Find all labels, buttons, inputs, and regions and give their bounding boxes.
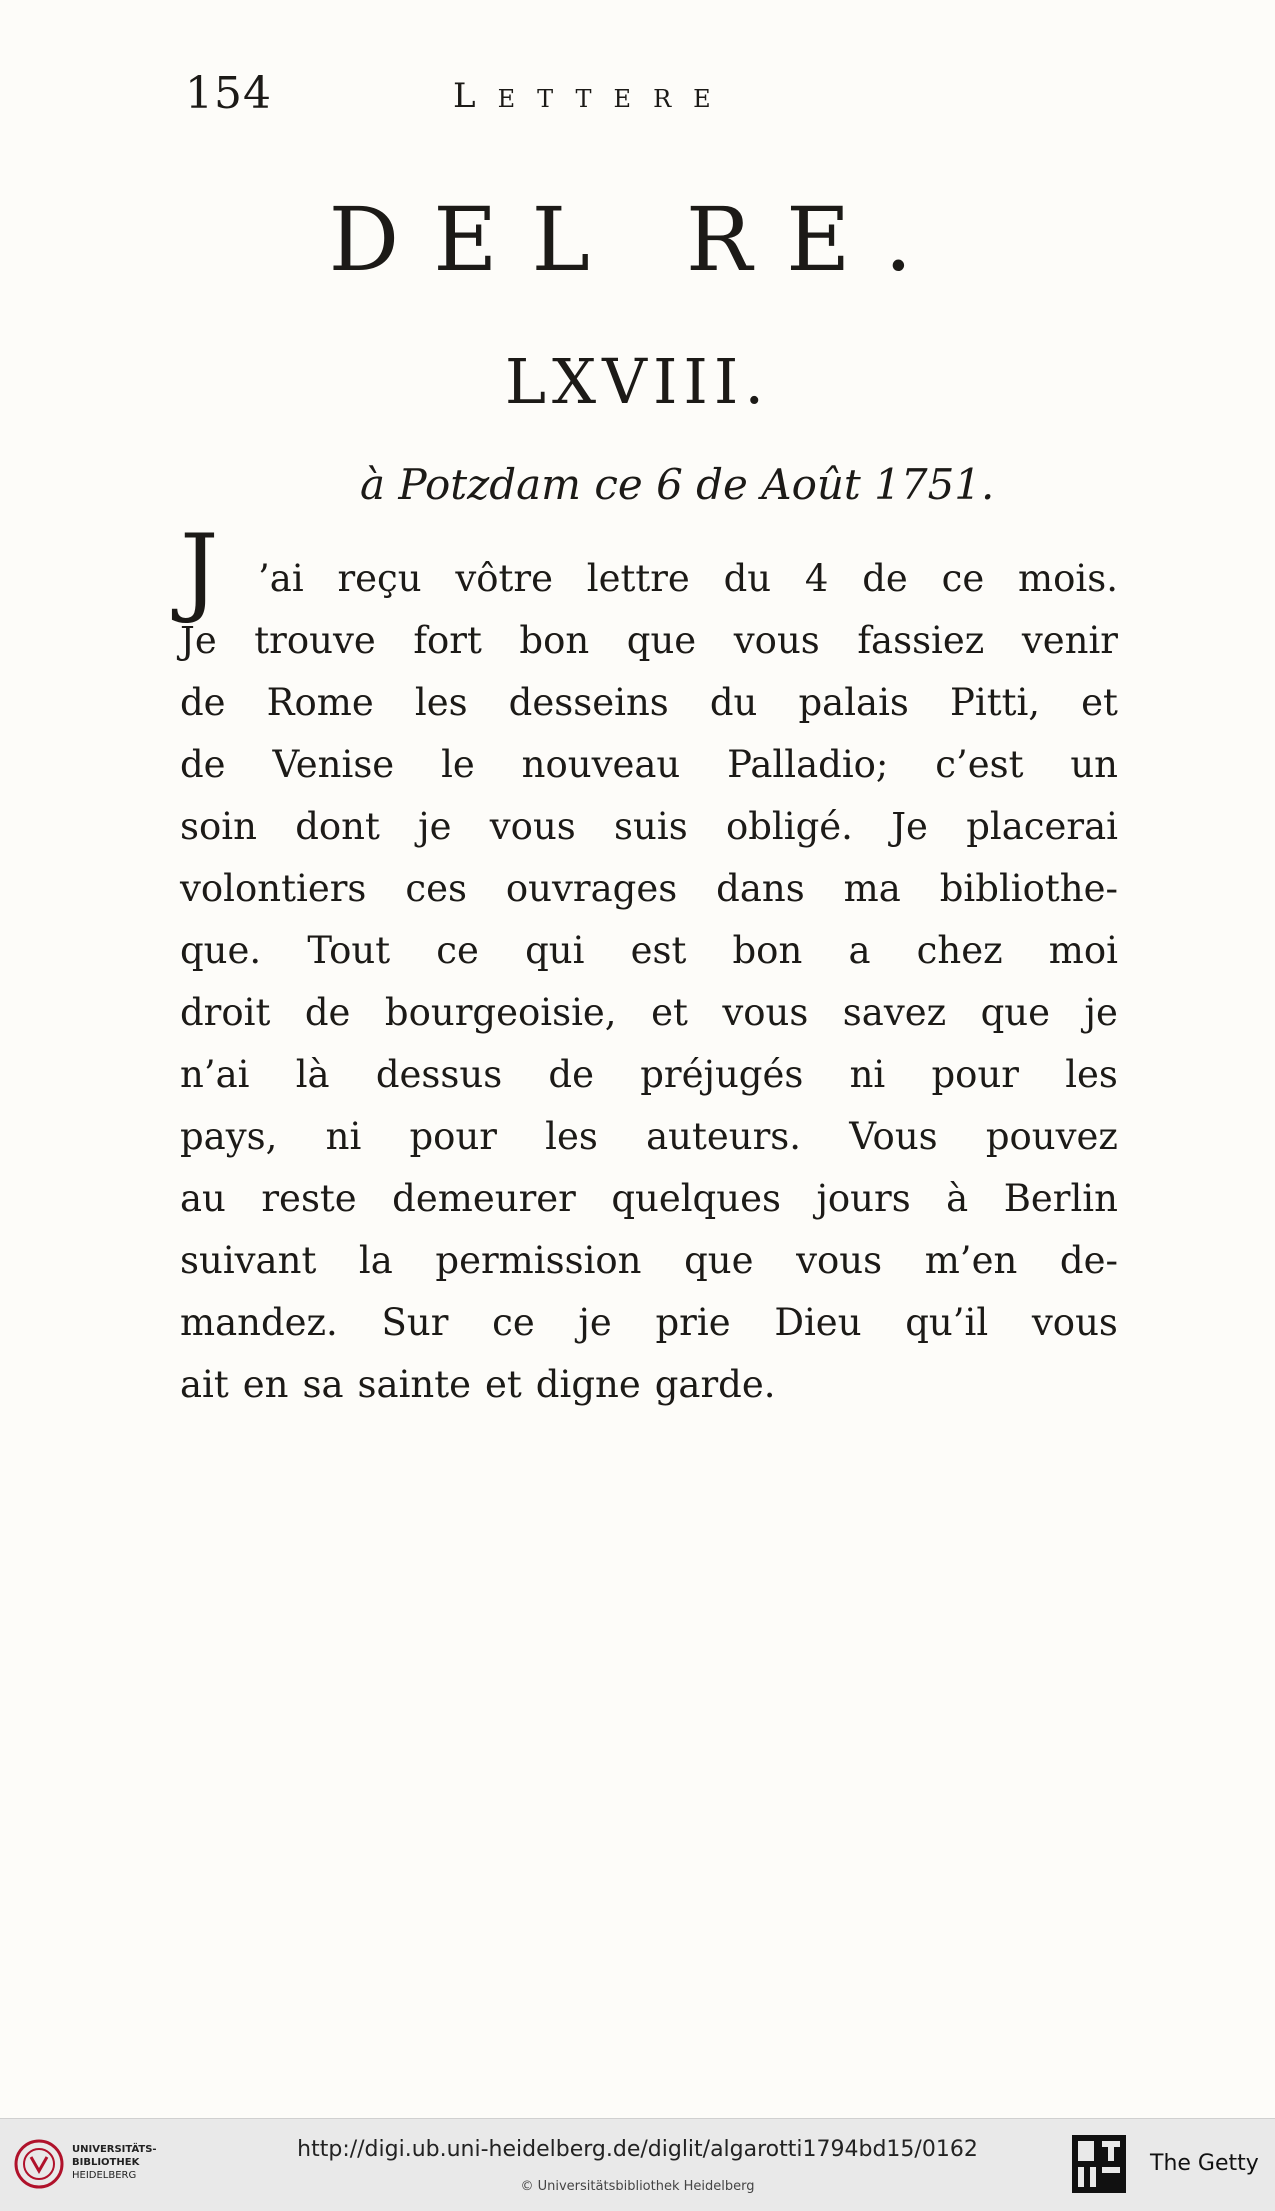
body-line <box>180 1354 1118 1416</box>
word: je <box>578 1301 612 1344</box>
word: prie <box>655 1301 731 1344</box>
word: ce <box>941 557 985 600</box>
body-line <box>180 672 1118 734</box>
word: quelques <box>611 1177 781 1220</box>
word: n’ai <box>180 1053 250 1096</box>
word: dont <box>295 805 380 848</box>
word: fort <box>413 619 482 662</box>
word: de <box>862 557 908 600</box>
word: et <box>1081 681 1118 724</box>
word: venir <box>1021 619 1118 662</box>
word: demeurer <box>392 1177 576 1220</box>
word: garde. <box>654 1363 776 1406</box>
running-title: Lettere <box>453 76 733 116</box>
word: et <box>485 1363 522 1406</box>
word: Pitti, <box>950 681 1041 724</box>
word: dans <box>716 867 805 910</box>
word: de <box>180 681 226 724</box>
body-line <box>180 1168 1118 1230</box>
letter-number: LXVIII. <box>504 345 771 418</box>
letter-heading: DEL RE. <box>328 188 947 291</box>
word: pouvez <box>985 1115 1118 1158</box>
body-line <box>180 982 1118 1044</box>
word: placerai <box>966 805 1118 848</box>
dateline: à Potzdam ce 6 de Août 1751. <box>360 460 995 509</box>
word: vôtre <box>455 557 553 600</box>
word: que. <box>180 929 262 972</box>
word: les <box>545 1115 598 1158</box>
word: de- <box>1059 1239 1118 1282</box>
body-line <box>180 1106 1118 1168</box>
word: sainte <box>357 1363 472 1406</box>
word: digne <box>535 1363 641 1406</box>
word: reste <box>261 1177 357 1220</box>
word: de <box>180 743 226 786</box>
word: sa <box>302 1363 344 1406</box>
word: soin <box>180 805 257 848</box>
word: Palladio; <box>727 743 889 786</box>
word: trouve <box>254 619 376 662</box>
word: qu’il <box>905 1301 989 1344</box>
word: à <box>946 1177 969 1220</box>
word: vous <box>489 805 576 848</box>
letter-body <box>180 514 1118 1416</box>
body-line <box>180 858 1118 920</box>
word: ma <box>843 867 901 910</box>
word: m’en <box>924 1239 1018 1282</box>
word: en <box>242 1363 289 1406</box>
word: bon <box>732 929 803 972</box>
body-line <box>180 796 1118 858</box>
word: bibliothe- <box>939 867 1118 910</box>
word: Sur <box>381 1301 449 1344</box>
word: les <box>1065 1053 1118 1096</box>
word: suis <box>614 805 688 848</box>
word: que <box>980 991 1051 1034</box>
word: fassiez <box>857 619 985 662</box>
word: jours <box>816 1177 911 1220</box>
word: obligé. <box>725 805 853 848</box>
library-line-3: HEIDELBERG <box>72 2170 137 2181</box>
body-line <box>180 1292 1118 1354</box>
word: lettre <box>586 557 690 600</box>
body-line <box>180 548 1118 610</box>
word: nouveau <box>521 743 681 786</box>
word: la <box>358 1239 393 1282</box>
word: vous <box>733 619 820 662</box>
word: qui <box>525 929 585 972</box>
word: Rome <box>266 681 374 724</box>
word: au <box>180 1177 226 1220</box>
word: Venise <box>272 743 395 786</box>
word: préjugés <box>640 1053 804 1096</box>
word: permission <box>435 1239 642 1282</box>
word: savez <box>842 991 947 1034</box>
word: bon <box>519 619 590 662</box>
word: dessus <box>375 1053 503 1096</box>
word: droit <box>180 991 271 1034</box>
body-line <box>180 1044 1118 1106</box>
word: de <box>304 991 351 1034</box>
body-lines <box>180 548 1118 1416</box>
word: pour <box>931 1053 1019 1096</box>
word: Je <box>180 619 217 662</box>
word: là <box>295 1053 330 1096</box>
word: un <box>1070 743 1118 786</box>
word: suivant <box>180 1239 317 1282</box>
word: vous <box>722 991 809 1034</box>
getty-label: The Getty <box>1150 2151 1259 2176</box>
word: mandez. <box>180 1301 338 1344</box>
word: c’est <box>935 743 1024 786</box>
word: bourgeoisie, <box>384 991 617 1034</box>
getty-logo-icon[interactable] <box>1072 2135 1126 2193</box>
word: les <box>414 681 468 724</box>
word: je <box>418 805 452 848</box>
word: ce <box>436 929 479 972</box>
word: ni <box>325 1115 362 1158</box>
word: de <box>548 1053 595 1096</box>
word: je <box>1084 991 1118 1034</box>
word: Berlin <box>1003 1177 1118 1220</box>
word: du <box>723 557 772 600</box>
word: mois. <box>1018 557 1118 600</box>
word: ces <box>405 867 467 910</box>
word: vous <box>796 1239 883 1282</box>
word: pays, <box>180 1115 278 1158</box>
word: que <box>684 1239 754 1282</box>
word: Je <box>891 805 928 848</box>
word: ’ai <box>258 557 304 600</box>
library-line-1: UNIVERSITÄTS- <box>72 2144 157 2155</box>
viewer-footer <box>0 2118 1275 2211</box>
word: ait <box>180 1363 229 1406</box>
word: est <box>630 929 687 972</box>
permalink-url[interactable]: http://digi.ub.uni-heidelberg.de/diglit/algarotti1794bd15/0162 <box>297 2137 978 2162</box>
body-line <box>180 610 1118 672</box>
word: ce <box>492 1301 535 1344</box>
word: et <box>651 991 688 1034</box>
body-line <box>180 734 1118 796</box>
copyright-notice: © Universitätsbibliothek Heidelberg <box>520 2179 755 2194</box>
word: du <box>709 681 758 724</box>
word: a <box>848 929 871 972</box>
word: Tout <box>307 929 391 972</box>
word: Dieu <box>774 1301 862 1344</box>
word: palais <box>798 681 909 724</box>
word: 4 <box>804 557 829 600</box>
drop-cap: J <box>180 514 219 626</box>
word: desseins <box>508 681 669 724</box>
body-line <box>180 920 1118 982</box>
word: pour <box>409 1115 497 1158</box>
library-line-2: BIBLIOTHEK <box>72 2157 140 2168</box>
word: moi <box>1048 929 1118 972</box>
page-header <box>185 68 865 128</box>
word: chez <box>916 929 1003 972</box>
word: ouvrages <box>505 867 678 910</box>
word: ni <box>849 1053 886 1096</box>
body-line <box>180 1230 1118 1292</box>
word: reçu <box>337 557 422 600</box>
page-number: 154 <box>185 68 272 119</box>
word: volontiers <box>180 867 367 910</box>
word: auteurs. <box>646 1115 802 1158</box>
word: vous <box>1031 1301 1118 1344</box>
word: que <box>626 619 697 662</box>
word: Vous <box>849 1115 938 1158</box>
word: le <box>441 743 475 786</box>
